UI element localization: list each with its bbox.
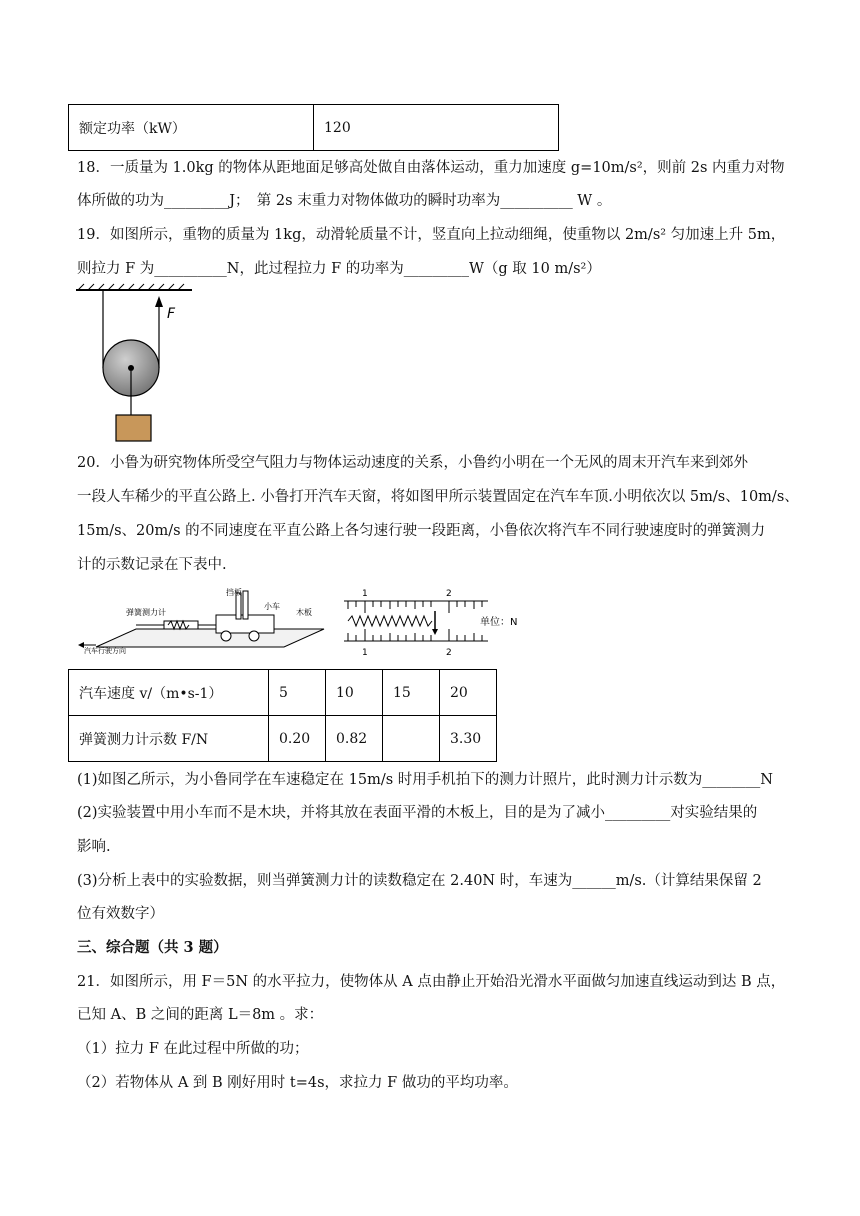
mark-1-bottom: 1: [362, 648, 368, 657]
section-heading: 三、综合题（共 3 题）: [77, 939, 228, 956]
baffle-label: 挡板: [226, 588, 242, 597]
q20-line1: 20．小鲁为研究物体所受空气阻力与物体运动速度的关系，小鲁约小明在一个无风的周末开汽车来到郊外: [77, 455, 748, 471]
q18-line1: 18．一质量为 1.0kg 的物体从距地面足够高处做自由落体运动，重力加速度 g=10m/s²，则前 2s 内重力对物: [77, 160, 785, 176]
force-cell: 0.20: [269, 716, 326, 762]
q18-line2: 体所做的功为_________J； 第 2s 末重力对物体做功的瞬时功率为__________ W 。: [77, 193, 612, 209]
q20-sub1: (1)如图乙所示，为小鲁同学在车速稳定在 15m/s 时用手机拍下的测力计照片，此时测力计示数为________N: [77, 772, 773, 788]
q20-line2: 一段人车稀少的平直公路上. 小鲁打开汽车天窗，将如图甲所示装置固定在汽车车顶.小明依次以 5m/s、10m/s、: [77, 489, 799, 505]
speed-cell: 15: [383, 670, 440, 716]
force-header: 弹簧测力计示数 F/N: [69, 716, 269, 762]
direction-label: 汽车行驶方向: [84, 647, 126, 655]
speed-cell: 20: [440, 670, 497, 716]
cart-label: 小车: [264, 602, 280, 611]
q21-line1: 21．如图所示，用 F＝5N 的水平拉力，使物体从 A 点由静止开始沿光滑水平面做匀加速直线运动到达 B 点，: [77, 974, 786, 990]
speed-cell: 5: [269, 670, 326, 716]
force-label: F: [167, 306, 176, 322]
board-label: 木板: [296, 608, 312, 617]
q19-line2: 则拉力 F 为__________N，此过程拉力 F 的功率为_________W（g 取 10 m/s²）: [77, 261, 601, 277]
speed-cell: 10: [326, 670, 383, 716]
mark-1-top: 1: [362, 589, 368, 599]
pulley-figure: [74, 282, 194, 444]
rated-power-value: 120: [314, 105, 559, 151]
speed-header: 汽车速度 v/（m•s-1）: [69, 670, 269, 716]
arrow-up-icon: [155, 296, 163, 307]
mark-2-bottom: 2: [446, 648, 452, 657]
q21-sub2: （2）若物体从 A 到 B 刚好用时 t=4s，求拉力 F 做功的平均功率。: [77, 1075, 518, 1091]
spring-coil: [348, 616, 432, 626]
rated-power-label: 额定功率（kW）: [69, 105, 314, 151]
q20-sub3-line1: (3)分析上表中的实验数据，则当弹簧测力计的读数稳定在 2.40N 时，车速为______m/s.（计算结果保留 2: [77, 873, 762, 889]
q20-line4: 计的示数记录在下表中.: [77, 557, 227, 573]
q20-sub2-line2: 影响.: [77, 839, 111, 855]
unit-label: 单位：N: [480, 617, 518, 628]
mark-2-top: 2: [446, 589, 452, 599]
rated-power-table: [68, 104, 559, 151]
q21-line2: 已知 A、B 之间的距离 L＝8m 。求：: [77, 1007, 324, 1023]
figure-yi: [340, 585, 530, 657]
force-cell: 0.82: [326, 716, 383, 762]
q19-line1: 19．如图所示，重物的质量为 1kg，动滑轮质量不计，竖直向上拉动细绳，使重物以 2m/s² 匀加速上升 5m，: [77, 227, 786, 243]
figure-jia: [76, 585, 336, 655]
q21-sub1: （1）拉力 F 在此过程中所做的功；: [77, 1041, 309, 1057]
q20-line3: 15m/s、20m/s 的不同速度在平直公路上各匀速行驶一段距离，小鲁依次将汽车不同行驶速度时的弹簧测力: [77, 523, 766, 539]
weight-block: [116, 415, 151, 441]
spring-label: 弹簧测力计: [126, 608, 166, 617]
force-cell: [383, 716, 440, 762]
q20-sub3-line2: 位有效数字）: [77, 906, 164, 922]
q20-sub2-line1: (2)实验装置中用小车而不是木块，并将其放在表面平滑的木板上，目的是为了减小_________对实验结果的: [77, 805, 758, 821]
force-cell: 3.30: [440, 716, 497, 762]
speed-force-table: [68, 669, 497, 762]
